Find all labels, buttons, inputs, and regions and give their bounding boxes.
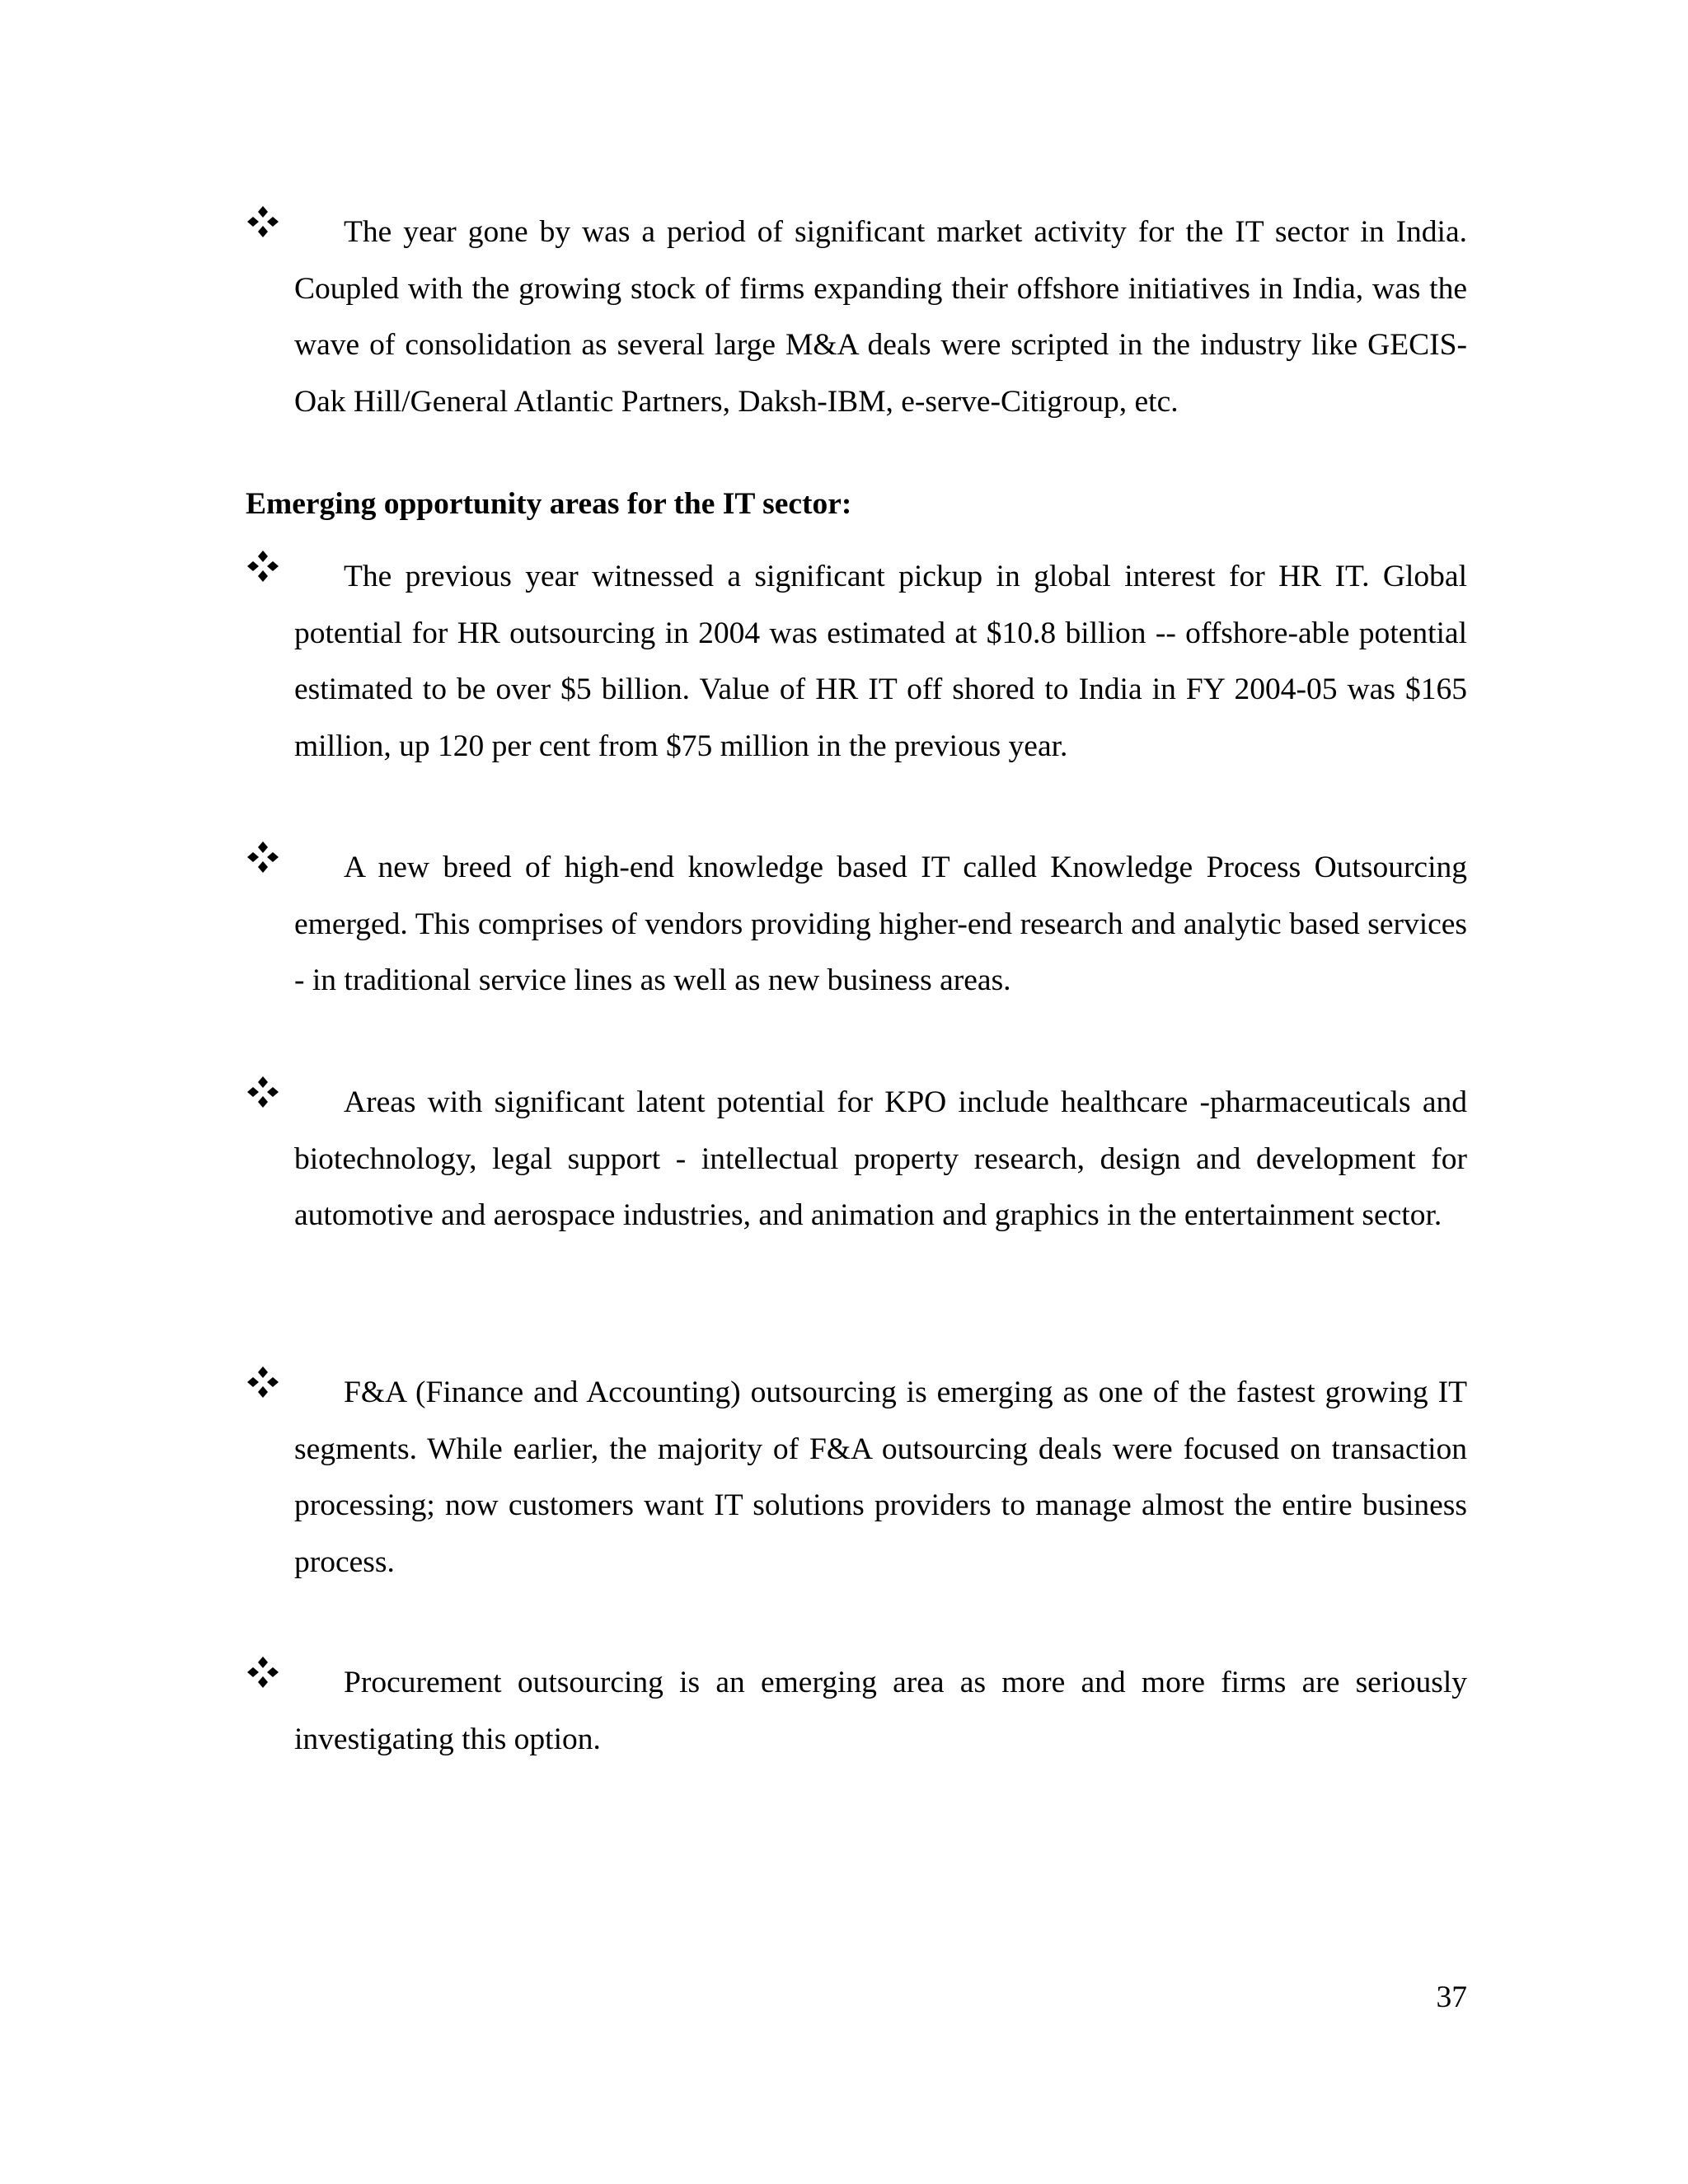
four-diamond-bullet-icon [246,1075,280,1109]
bullet-procurement [246,1655,1467,1768]
bullet-kpo-areas [246,1075,1467,1244]
bullet-hr-it [246,549,1467,775]
four-diamond-bullet-icon [246,840,280,874]
bullet-text: Procurement outsourcing is an emerging area as more and more firms are seriously investigating this option. [294,1666,1467,1756]
bullet-text: The year gone by was a period of significant market activity for the IT sector in India. Coupled with the growing stock of firms expanding their offshore initiatives in India, was the wave of consolidation as several large M&A deals were scripted in the industry like GECIS-Oak Hill/General Atlantic Partners, Daksh-IBM, e-serve-Citigroup, etc. [294,215,1467,419]
four-diamond-bullet-icon [246,1365,280,1399]
bullet-market-activity [246,204,1467,430]
bullet-text: A new breed of high-end knowledge based IT called Knowledge Process Outsourcing emerged. This comprises of vendors providing higher-end research and analytic based services - in traditional service lines as well as new business areas. [294,851,1467,997]
four-diamond-bullet-icon [246,204,280,239]
bullet-kpo [246,840,1467,1010]
section-heading: Emerging opportunity areas for the IT sector: [246,487,852,521]
page-number: 37 [1436,1980,1467,2014]
bullet-fa-outsourcing [246,1365,1467,1591]
bullet-text: The previous year witnessed a significant pickup in global interest for HR IT. Global potential for HR outsourcing in 2004 was estimated at $10.8 billion -- offshore-able potential estimated to be over $5 billion. Value of HR IT off shored to India in FY 2004-05 was $165 million, up 120 per cent from $75 million in the previous year. [294,560,1467,763]
four-diamond-bullet-icon [246,1655,280,1690]
bullet-text: F&A (Finance and Accounting) outsourcing is emerging as one of the fastest growing IT segments. While earlier, the majority of F&A outsourcing deals were focused on transaction processing; now customers want IT solutions providers to manage almost the entire business process. [294,1376,1467,1579]
four-diamond-bullet-icon [246,549,280,583]
bullet-text: Areas with significant latent potential for KPO include healthcare -pharmaceuticals and biotechnology, legal support - intellectual property research, design and development for automotive and aerospace industries, and animation and graphics in the entertainment sector. [294,1085,1467,1232]
